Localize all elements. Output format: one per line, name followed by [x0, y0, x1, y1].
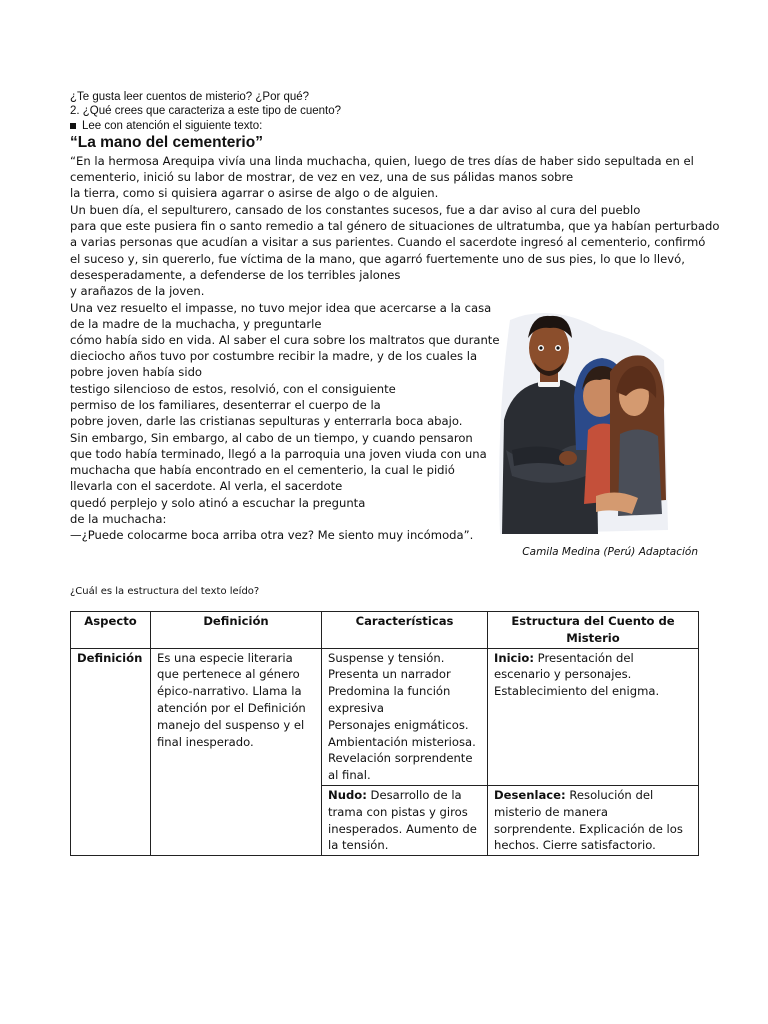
story-line: la tierra, como si quisiera agarrar o asirse de algo o de alguien. — [70, 186, 439, 200]
story-line: permiso de los familiares, desenterrar el cuerpo de la — [70, 398, 381, 412]
priest-and-girls-illustration — [492, 300, 670, 536]
story-line: Una vez resuelto el impasse, no tuvo mejor idea que acercarse a la casa — [70, 301, 492, 315]
story-line: de la muchacha: — [70, 512, 167, 526]
question-2: 2. ¿Qué crees que caracteriza a este tipo de cuento? — [70, 105, 342, 117]
header-definicion: Definición — [151, 612, 322, 649]
header-caracteristicas: Características — [322, 612, 488, 649]
story-line: y arañazos de la joven. — [70, 284, 205, 298]
story-line: cementerio, inició su labor de mostrar, de vez en vez, una de sus pálidas manos sobre — [70, 170, 574, 184]
desenlace-text: Resolución del misterio de manera sorprendente. Explicación de los hechos. Cierre satisfactorio. — [494, 787, 683, 853]
desenlace-cell — [488, 785, 699, 855]
story-title: “La mano del cementerio” — [70, 134, 263, 151]
header-aspecto: Aspecto — [71, 612, 151, 649]
story-line: llevarla con el sacerdote. Al verla, el sacerdote — [70, 479, 343, 493]
story-line: para que este pusiera fin o santo remedio a tal género de situaciones de ultratumba, que ya habían perturbado — [70, 219, 720, 233]
story-line: quedó perplejo y solo atinó a escuchar la pregunta — [70, 496, 366, 510]
question-1: ¿Te gusta leer cuentos de misterio? ¿Por qué? — [70, 91, 310, 103]
story-line: dieciocho años tuvo por costumbre recibir la madre, y de los cuales la — [70, 349, 478, 363]
story-line: “En la hermosa Arequipa vivía una linda muchacha, quien, luego de tres días de haber sido sepultada en el — [70, 154, 694, 168]
story-line: pobre joven había sido — [70, 365, 203, 379]
story-line: cómo había sido en vida. Al saber el cura sobre los maltratos que durante — [70, 333, 500, 347]
characteristic-item: Revelación sorprendente al final. — [328, 751, 473, 783]
story-line: desesperadamente, a defenderse de los terribles jalones — [70, 268, 401, 282]
structure-question: ¿Cuál es la estructura del texto leído? — [70, 586, 260, 597]
story-credit: Camila Medina (Perú) Adaptación — [522, 546, 698, 558]
story-line: Sin embargo, Sin embargo, al cabo de un tiempo, y cuando pensaron — [70, 431, 473, 445]
definition-cell: Es una especie literaria que pertenece al género épico-narrativo. Llama la atención por el Definición manejo del suspenso y el final inesperado. — [151, 648, 322, 856]
nudo-text: Desarrollo de la trama con pistas y giros inesperados. Aumento de la tensión. — [328, 787, 477, 853]
story-line: pobre joven, darle las cristianas sepulturas y enterrarla boca abajo. — [70, 414, 463, 428]
story-line: muchacha que había encontrado en el cementerio, la cual le pidió — [70, 463, 455, 477]
characteristic-item: Ambientación misteriosa. — [328, 734, 476, 749]
question-3 — [70, 119, 262, 133]
structure-table — [70, 611, 699, 856]
nudo-cell — [322, 785, 488, 855]
story-line: testigo silencioso de estos, resolvió, con el consiguiente — [70, 382, 396, 396]
inicio-label: Inicio: — [494, 650, 534, 665]
table-row — [71, 648, 699, 785]
inicio-cell — [488, 648, 699, 785]
story-line: de la madre de la muchacha, y preguntarle — [70, 317, 322, 331]
question-3-text: Lee con atención el siguiente texto: — [82, 120, 263, 132]
story-line: a varias personas que acudían a visitar a sus parientes. Cuando el sacerdote ingresó al cementerio, confirmó — [70, 235, 706, 249]
story-line: que todo había terminado, llegó a la parroquia una joven viuda con una — [70, 447, 487, 461]
nudo-label: Nudo: — [328, 787, 367, 802]
characteristic-item: Suspense y tensión. — [328, 650, 445, 665]
row-label: Definición — [71, 648, 151, 856]
square-bullet-icon — [70, 123, 76, 129]
characteristic-item: Personajes enigmáticos. — [328, 717, 469, 732]
story-line: Un buen día, el sepulturero, cansado de los constantes sucesos, fue a dar aviso al cura del pueblo — [70, 203, 641, 217]
characteristics-cell — [322, 648, 488, 785]
desenlace-label: Desenlace: — [494, 787, 566, 802]
inicio-text: Presentación del escenario y personajes. Establecimiento del enigma. — [494, 650, 660, 699]
header-estructura: Estructura del Cuento de Misterio — [488, 612, 699, 649]
story-line: el suceso y, sin quererlo, fue víctima de la mano, que agarró fuertemente uno de sus pies, lo que lo llevó, — [70, 252, 685, 266]
characteristic-item: Predomina la función expresiva — [328, 684, 451, 715]
story-line: —¿Puede colocarme boca arriba otra vez? Me siento muy incómoda”. — [70, 528, 474, 542]
characteristic-item: Presenta un narrador — [328, 667, 451, 682]
table-header-row — [71, 612, 699, 649]
